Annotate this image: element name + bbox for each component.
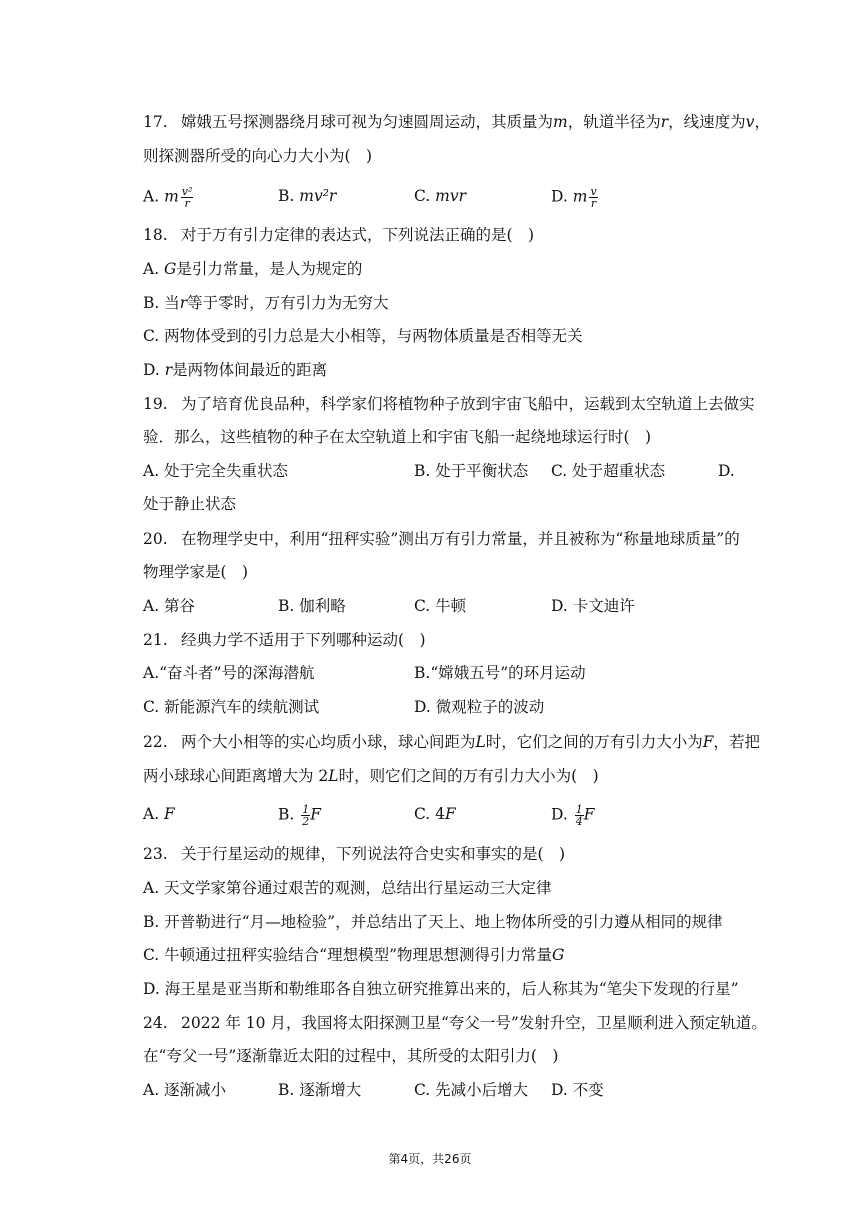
q17-text-a: 嫦娥五号探测器绕月球可视为匀速圆周运动，其质量为 [181, 113, 554, 131]
fraction-numerator: 1 [302, 803, 310, 816]
q18-option-c: C. 两物体受到的引力总是大小相等，与两物体质量是否相等无关 [143, 327, 583, 345]
q19-number: 19. [143, 395, 168, 413]
q18-stem-text: 对于万有引力定律的表达式，下列说法正确的是( ) [181, 226, 535, 244]
q18-option-b: B. 当𝑟等于零时，万有引力为无穷大 [143, 294, 389, 312]
q21-option-d: D. 微观粒子的波动 [414, 698, 545, 716]
q22-option-c: C. 4𝐹 [414, 805, 456, 823]
q20-option-a: A. 第谷 [143, 597, 196, 615]
fraction-numerator: v² [181, 185, 193, 198]
q21-stem-text: 经典力学不适用于下列哪种运动( ) [181, 631, 426, 649]
q19-option-c: C. 处于超重状态 [551, 462, 666, 480]
q17-text-c: ，线速度为 [668, 113, 746, 131]
q24-number: 24. [143, 1014, 168, 1032]
q17-option-a-m: m [164, 187, 179, 206]
q22-option-b-f: 𝐹 [310, 805, 322, 824]
q23-option-d: D. 海王星是亚当斯和勒维耶各自独立研究推算出来的，后人称其为“笔尖下发现的行星” [143, 980, 739, 998]
q17-option-d-label: D. [551, 187, 568, 206]
q20-number: 20. [143, 530, 168, 548]
q23-number: 23. [143, 845, 168, 863]
q22-option-a: A. 𝐹 [143, 805, 175, 823]
q24-option-c: C. 先减小后增大 [414, 1081, 529, 1099]
q19-line2: 验．那么，这些植物的种子在太空轨道上和宇宙飞船一起绕地球运行时( ) [143, 428, 652, 446]
q19-option-d-text: 处于静止状态 [143, 495, 237, 513]
q17-option-a [143, 186, 193, 209]
q22-line2: 两小球球心间距离增大为 2𝐿时，则它们之间的万有引力大小为( ) [143, 767, 599, 785]
q17-option-c-text: mvr [435, 187, 467, 205]
q20-line1 [143, 529, 740, 549]
fraction-denominator: 2 [302, 815, 310, 828]
q19-option-d-label: D. [718, 462, 735, 480]
q23-stem [143, 844, 565, 864]
q23-stem-text: 关于行星运动的规律，下列说法符合史实和事实的是( ) [181, 845, 566, 863]
q24-line1 [143, 1013, 767, 1033]
q22-option-b-fraction [301, 804, 310, 827]
q18-option-a: A. 𝐺是引力常量，是人为规定的 [143, 260, 363, 278]
q17-option-c [414, 186, 466, 206]
fraction-numerator: 1 [575, 803, 583, 816]
page-footer: 第4页，共26页 [388, 1152, 472, 1166]
q23-option-a: A. 天文学家第谷通过艰苦的观测，总结出行星运动三大定律 [143, 879, 552, 897]
q23-option-b: B. 开普勒进行“月—地检验”，并总结出了天上、地上物体所受的引力遵从相同的规律 [143, 913, 723, 931]
q20-option-b: B. 伽利略 [278, 597, 346, 615]
q23-option-c: C. 牛顿通过扭秤实验结合“理想模型”物理思想测得引力常量𝐺 [143, 946, 565, 964]
q17-var-r: r [660, 113, 669, 131]
q24-line2: 在“夸父一号”逐渐靠近太阳的过程中，其所受的太阳引力( ) [143, 1047, 559, 1065]
q24-line1-text: 2022 年 10 月，我国将太阳探测卫星“夸父一号”发射升空，卫星顺利进入预定轨道。 [181, 1014, 767, 1032]
q22-option-d [551, 804, 595, 827]
q22-line1 [143, 732, 760, 752]
q19-option-b: B. 处于平衡状态 [414, 462, 529, 480]
q17-option-a-fraction [181, 186, 194, 209]
q17-line1 [143, 112, 770, 132]
q17-option-d-fraction [589, 186, 597, 209]
q18-number: 18. [143, 226, 168, 244]
q24-option-d: D. 不变 [551, 1081, 604, 1099]
q17-number: 17. [143, 113, 168, 131]
fraction-denominator: 4 [575, 815, 583, 828]
q17-line2: 则探测器所受的向心力大小为( ) [143, 147, 373, 165]
q17-var-v: v [745, 113, 755, 131]
fraction-denominator: r [590, 197, 597, 210]
q20-line2: 物理学家是( ) [143, 563, 249, 581]
fraction-numerator: v [590, 185, 597, 198]
q22-option-b [278, 804, 321, 827]
q24-option-a: A. 逐渐减小 [143, 1081, 227, 1099]
q22-option-d-label: D. [551, 805, 568, 824]
q17-text-d: ， [754, 113, 770, 131]
q17-option-d [551, 186, 598, 209]
q17-option-c-label: C. [414, 187, 431, 205]
q22-option-d-fraction [575, 804, 584, 827]
fraction-denominator: r [184, 197, 190, 210]
q22-number: 22. [143, 733, 168, 751]
q21-option-b: B.“嫦娥五号”的环月运动 [414, 664, 586, 682]
q19-line1-text: 为了培育优良品种，科学家们将植物种子放到宇宙飞船中，运载到太空轨道上去做实 [181, 395, 755, 413]
q17-var-m: m [553, 113, 568, 131]
q20-line1-text: 在物理学史中，利用“扭秤实验”测出万有引力常量，并且被称为“称量地球质量”的 [181, 530, 740, 548]
q21-number: 21. [143, 631, 168, 649]
q20-option-d: D. 卡文迪许 [551, 597, 635, 615]
q18-stem [143, 225, 534, 245]
q24-option-b: B. 逐渐增大 [278, 1081, 362, 1099]
q20-option-c: C. 牛顿 [414, 597, 467, 615]
q21-option-c: C. 新能源汽车的续航测试 [143, 698, 320, 716]
q22-option-b-label: B. [278, 805, 295, 824]
q17-text-b: ，轨道半径为 [567, 113, 661, 131]
q19-line1 [143, 394, 755, 414]
q17-option-b [278, 186, 336, 206]
q17-option-b-text: mv²r [299, 187, 337, 205]
q21-option-a: A.“奋斗者”号的深海潜航 [143, 664, 315, 682]
q17-option-d-m: m [572, 187, 588, 206]
q21-stem [143, 630, 426, 650]
q17-option-b-label: B. [278, 187, 295, 205]
q22-line1-text: 两个大小相等的实心均质小球，球心间距为𝐿时，它们之间的万有引力大小为𝐹，若把 [181, 733, 761, 751]
q18-option-d: D. 𝑟是两物体间最近的距离 [143, 361, 328, 379]
q17-option-a-label: A. [143, 187, 160, 206]
q22-option-d-f: 𝐹 [583, 805, 595, 824]
q19-option-a: A. 处于完全失重状态 [143, 462, 289, 480]
